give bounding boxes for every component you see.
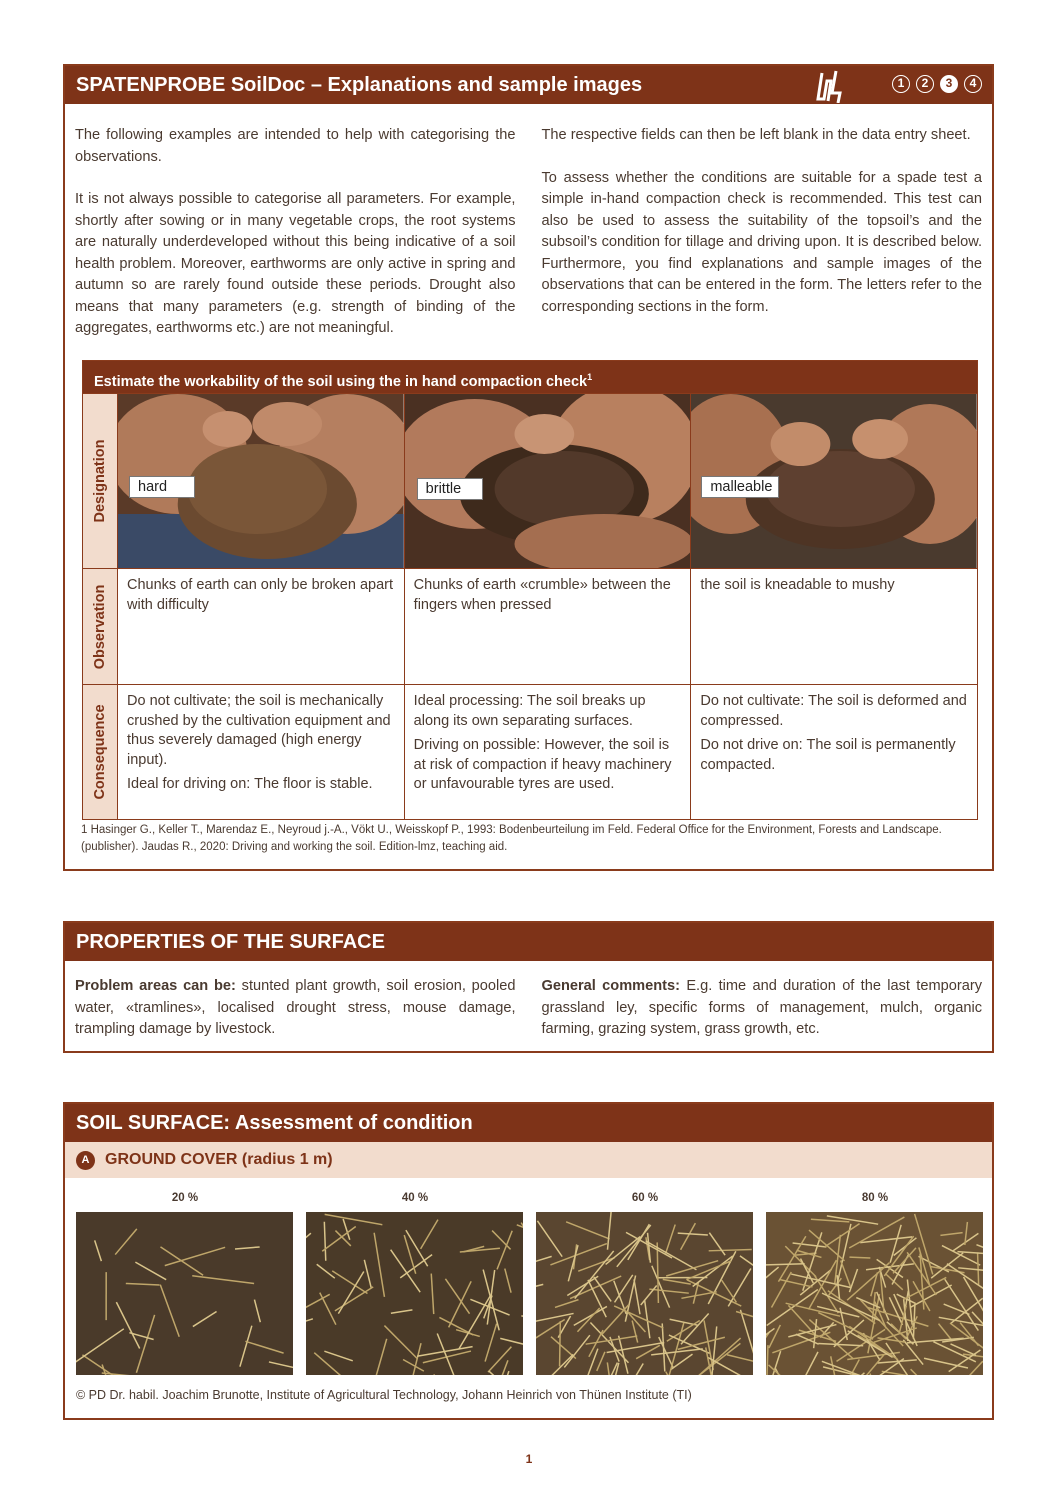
step-4: 4: [964, 75, 982, 93]
cover-percentage: 40 %: [401, 1192, 429, 1204]
observation-cell: the soil is kneadable to mushy: [700, 577, 895, 593]
ground-cover-sample: [76, 1192, 294, 1375]
consequence-cell: Do not cultivate; the soil is mechanically crushed by the cultivation equipment and thus severely damaged (high energy input). Ideal for driving on: The floor is stable.: [118, 685, 405, 819]
cover-percentage: 20 %: [171, 1192, 199, 1204]
section-letter-badge: A: [76, 1151, 95, 1170]
intro-paragraph: The respective fields can then be left blank in the data entry sheet.: [541, 127, 971, 143]
ground-cover-photo: [76, 1212, 293, 1375]
step-indicator: [892, 75, 982, 93]
brittle-soil-photo: [405, 394, 692, 568]
step-2: 2: [916, 75, 934, 93]
intro-left: [75, 125, 516, 361]
section-header: [65, 923, 992, 961]
table-title: Estimate the workability of the soil using the in hand compaction check$^1$: [83, 361, 977, 393]
page-number: 1: [525, 1452, 533, 1466]
cover-percentage: 60 %: [631, 1192, 659, 1204]
row-label: Observation: [83, 569, 118, 684]
row-label: Designation: [83, 394, 118, 568]
observation-row: [83, 568, 977, 684]
ground-cover-sample: [536, 1192, 754, 1375]
problem-areas-text: Problem areas can be: stunted plant growth, soil erosion, pooled water, «tramlines», localised drought stress, mouse damage, trampling damage by livestock.: [75, 978, 516, 1037]
ground-cover-photo: [306, 1212, 523, 1375]
cover-percentage: 80 %: [861, 1192, 889, 1204]
designation-label: brittle: [417, 478, 483, 500]
general-comments-text: General comments: E.g. time and duration of the last temporary grassland ley, specific forms of management, mulch, organic farming, grazing system, grass growth, etc.: [541, 978, 982, 1037]
explanations-section: [63, 64, 994, 871]
compaction-check-table: [82, 360, 978, 820]
ground-cover-photo: [536, 1212, 753, 1375]
intro-columns: [65, 125, 992, 361]
ground-cover-subheader: [65, 1142, 992, 1178]
designation-label: malleable: [701, 476, 779, 498]
consequence-cell: Do not cultivate: The soil is deformed and compressed. Do not drive on: The soil is permanently compacted.: [700, 693, 967, 773]
spade-logo-icon: [814, 69, 850, 103]
step-3-current: 3: [940, 75, 958, 93]
consequence-cell: Ideal processing: The soil breaks up along its own separating surfaces. Driving on possible: However, the soil is at risk of compaction if heavy machinery or unfavourable tyres are used.: [405, 685, 692, 819]
footnote: 1 Hasinger G., Keller T., Marendaz E., Neyroud j.-A., Vökt U., Weisskopf P., 1993: Bodenbeurteilung im Feld. Federal Office for the Environment, Forests and Landscape. (publisher). Jaudas R., 2020: Driving and working the soil. Edition-lmz, teaching aid.: [81, 824, 942, 853]
section-header: [65, 1104, 992, 1142]
subsection-title: GROUND COVER (radius 1 m): [105, 1151, 333, 1168]
hard-soil-photo: [118, 394, 405, 568]
section-title: SOIL SURFACE: Assessment of condition: [76, 1112, 473, 1134]
section-title: SPATENPROBE SoilDoc – Explanations and sample images: [76, 74, 643, 96]
photo-credit: © PD Dr. habil. Joachim Brunotte, Institute of Agricultural Technology, Johann Heinrich von Thünen Institute (TI): [76, 1388, 692, 1402]
step-1: 1: [892, 75, 910, 93]
intro-paragraph: It is not always possible to categorise all parameters. For example, shortly after sowing or in many vegetable crops, the root systems are naturally underdeveloped without this being indicative of a soil health problem. Moreover, earthworms are only active in spring and autumn so are rarely found outside these periods. Drought also means that many parameters (e.g. strength of binding of the aggregates, earthworms etc.) are not meaningful.: [75, 191, 516, 336]
section-title: PROPERTIES OF THE SURFACE: [76, 931, 385, 953]
intro-right: [542, 125, 983, 361]
malleable-soil-photo: [691, 394, 977, 568]
designation-label: hard: [129, 476, 195, 498]
row-label: Consequence: [83, 685, 118, 819]
observation-cell: Chunks of earth «crumble» between the fingers when pressed: [405, 569, 692, 684]
surface-columns: [65, 976, 992, 1041]
ground-cover-sample: [766, 1192, 984, 1375]
designation-row: [83, 393, 977, 568]
consequence-row: [83, 684, 977, 819]
ground-cover-photo: [766, 1212, 983, 1375]
soil-surface-section: [63, 1102, 994, 1420]
ground-cover-sample: [306, 1192, 524, 1375]
section-header: [65, 66, 992, 104]
observation-cell: Chunks of earth can only be broken apart with difficulty: [118, 569, 405, 684]
surface-properties-section: [63, 921, 994, 1053]
intro-paragraph: To assess whether the conditions are suitable for a spade test a simple in-hand compaction check is recommended. This test can also be used to assess the suitability of the topsoil’s and the subsoil’s condition for tillage and driving upon. It is described below. Furthermore, you find explanations and sample images of the observations that can be entered in the form. The letters refer to the corresponding sections in the form.: [541, 169, 982, 315]
intro-paragraph: The following examples are intended to help with categorising the observations.: [75, 127, 516, 165]
footnote-mark: 1: [587, 372, 593, 382]
